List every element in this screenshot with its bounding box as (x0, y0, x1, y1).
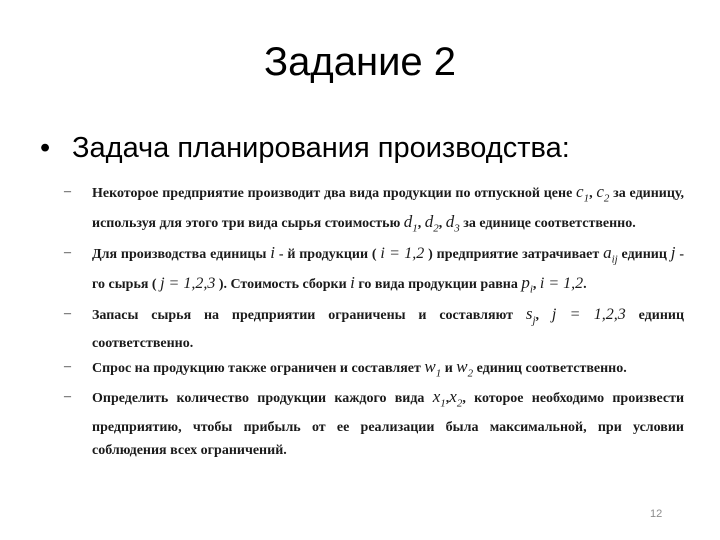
item-text: Определить количество продукции каждого вида (92, 391, 425, 407)
item-text: - го сырья ( (92, 246, 685, 293)
item-text: соответственно. (92, 335, 194, 351)
math-x1: $x_1$ (432, 387, 446, 410)
item-text: единиц (638, 307, 685, 323)
item-text: единиц (476, 360, 523, 376)
item-text: Для производства единицы (92, 246, 267, 262)
dash-marker: – (64, 305, 71, 321)
item-text: соответственно. (534, 216, 636, 232)
dash-marker: – (64, 184, 71, 199)
slide-title: Задание 2 (263, 40, 457, 84)
item-text: при условии соблюдения всех ограничений. (92, 419, 684, 458)
math-i-range: i = 1,2 (539, 275, 584, 293)
math-c2: $c_2$ (596, 182, 610, 205)
math-i-range: i = 1,2 (380, 244, 425, 262)
item-text: за единице (463, 216, 531, 232)
bullet-text: Задача планирования производства: (72, 132, 570, 164)
item-text: го вида продукции равна (358, 277, 518, 293)
math-i: i (270, 242, 275, 262)
item-text: соответственно. (525, 360, 627, 376)
slide-number: 12 (650, 508, 663, 520)
item-text: за единицу, используя для этого три вида сырья стоимостью (92, 186, 685, 232)
dash-marker: – (64, 358, 71, 374)
dash-marker: – (64, 389, 71, 405)
math-d3: $d_3$ (445, 212, 460, 235)
math-d1: $d_1$ (403, 212, 418, 235)
bullet-point (40, 132, 570, 165)
math-d2: $d_2$ (424, 212, 439, 235)
item-text: - й продукции ( (278, 246, 377, 262)
item-text: Спрос на продукцию также ограничен и составляет (92, 360, 421, 376)
list-item-costs: – Для производства единицы i - й продукции ( i = 1,2 ) предприятие затрачивает $a_{ij}$ единиц j - го сырья ( j = 1,2,3 ). Стоимость сборки i го вида продукции равна $p_i$, i = 1,2. (64, 242, 685, 296)
item-text: Некоторое предприятие производит два вида продукции по отпускной цене (92, 186, 573, 201)
item-text: ). Стоимость сборки (218, 277, 347, 293)
math-c1: $c_1$ (576, 182, 590, 205)
math-j-range: j = 1,2,3 (160, 275, 216, 293)
math-w2: $w_2$ (456, 356, 474, 380)
item-text: ) предприятие затрачивает (428, 246, 600, 262)
list-item-demand (64, 355, 684, 385)
math-aij: $a_{ij}$ (603, 242, 618, 266)
math-j-range: j = 1,2,3 (551, 305, 626, 323)
list-item-goal: – Определить количество продукции каждого вида $x_1,x_2$, которое необходимо произвести предприятию, чтобы прибыль от ее реализации была максимальной, при условии соблюдения всех ограничений. (64, 387, 685, 458)
math-i: i (350, 273, 355, 293)
item-text: Запасы сырья на предприятии ограничены и составляют (92, 307, 513, 323)
list-item-resources: – Запасы сырья на предприятии ограничены и составляют $s_j$, j = 1,2,3 единиц соответственно. (64, 303, 685, 351)
math-sj: $s_j$ (525, 303, 536, 326)
list-item-prices: – Некоторое предприятие производит два вида продукции по отпускной цене $c_1$, $c_2$ за единицу, используя для этого три вида сырья стоимостью $d_1$, $d_2$, $d_3$ за единице соответственно. (64, 182, 685, 235)
math-pi: $p_i$ (521, 273, 533, 296)
problem-statement (64, 180, 685, 462)
item-text: произвести предприятию, чтобы прибыль от ее реализации была максимальной, (92, 391, 685, 435)
item-text: и (444, 360, 453, 376)
math-j: j (670, 242, 676, 262)
bullet-icon: • (40, 132, 51, 164)
math-x2: $x_2$ (449, 387, 463, 410)
item-text: , которое необходимо (462, 391, 605, 407)
item-text: единиц (621, 246, 667, 262)
math-w1: $w_1$ (424, 356, 442, 380)
dash-marker: – (64, 244, 71, 260)
